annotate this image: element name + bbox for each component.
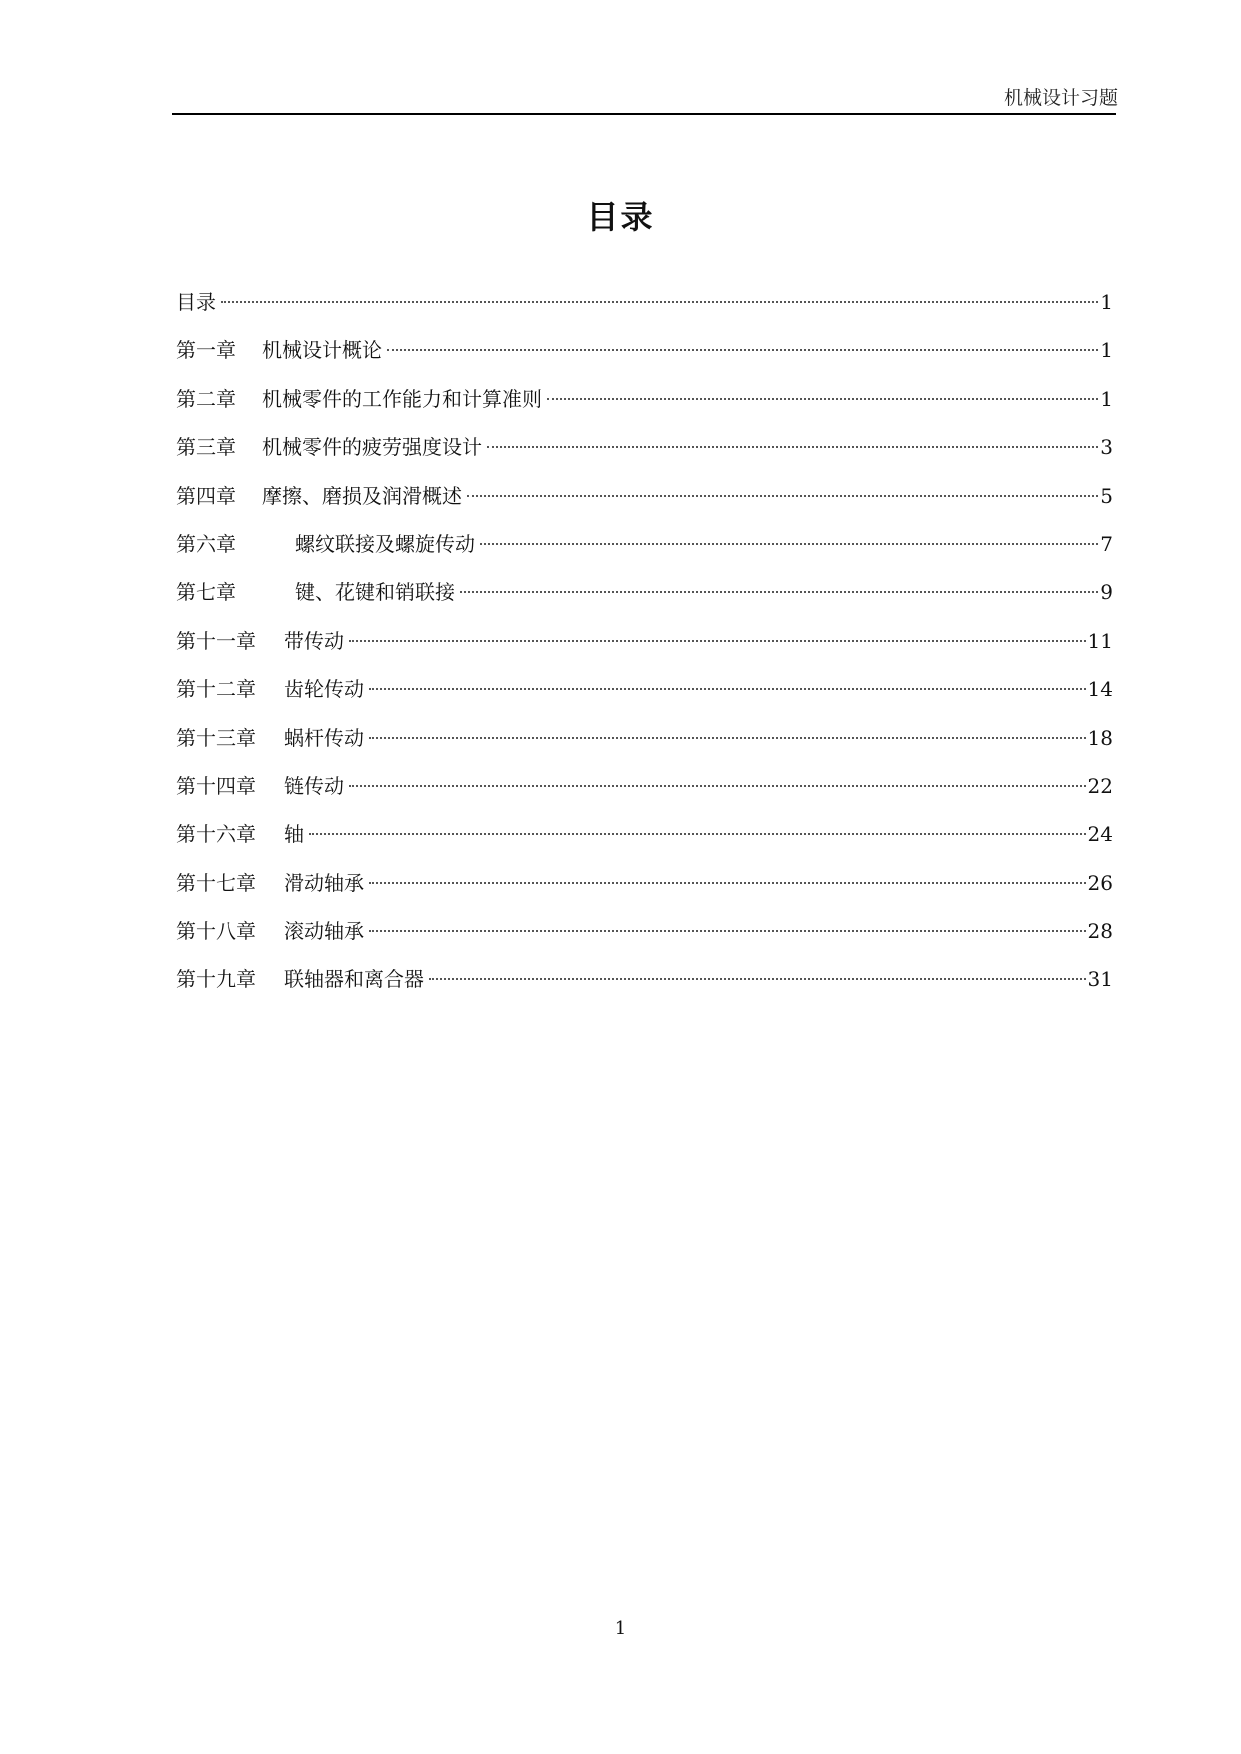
- toc-chapter-label: 第二章: [176, 386, 236, 411]
- running-header: 机械设计习题: [1003, 87, 1118, 109]
- toc-entry-title: 轴: [284, 822, 304, 847]
- toc-entry[interactable]: [176, 817, 1113, 865]
- toc-entry[interactable]: [176, 527, 1113, 575]
- toc-chapter-label: 第十一章: [176, 628, 256, 653]
- toc-page-number: 26: [1087, 870, 1113, 895]
- toc-page-number: 1: [1100, 338, 1113, 363]
- toc-entry[interactable]: [176, 285, 1113, 333]
- toc-entry-title: 机械设计概论: [262, 338, 382, 363]
- toc-page-number: 28: [1087, 919, 1113, 944]
- dot-leader: [429, 977, 1086, 980]
- toc-entry[interactable]: [176, 382, 1113, 430]
- toc-entry-title: 齿轮传动: [284, 677, 364, 702]
- toc-chapter-label: 第十七章: [176, 870, 256, 895]
- toc-page-number: 1: [1100, 386, 1113, 411]
- toc-page-number: 1: [1100, 290, 1113, 314]
- toc-entry-title: 螺纹联接及螺旋传动: [295, 531, 475, 556]
- toc-entry[interactable]: [176, 333, 1113, 381]
- toc-page-number: 22: [1087, 773, 1113, 798]
- toc-page-number: 18: [1087, 725, 1113, 750]
- toc-page-number: 11: [1087, 628, 1113, 653]
- toc-page-number: 24: [1087, 822, 1113, 847]
- toc-entry-title: 机械零件的工作能力和计算准则: [262, 386, 542, 411]
- toc-page-number: 14: [1087, 677, 1113, 702]
- toc-page-number: 5: [1100, 483, 1113, 508]
- toc-chapter-label: 第十九章: [176, 967, 256, 992]
- toc-page-number: 9: [1100, 580, 1113, 605]
- toc-page-number: 7: [1100, 531, 1113, 556]
- toc-chapter-label: 第十三章: [176, 725, 256, 750]
- toc-entry[interactable]: [176, 430, 1113, 478]
- dot-leader: [309, 832, 1086, 835]
- toc-entry-title: 链传动: [284, 773, 344, 798]
- toc-entry[interactable]: [176, 721, 1113, 769]
- dot-leader: [487, 445, 1098, 448]
- dot-leader: [369, 687, 1086, 690]
- dot-leader: [547, 397, 1098, 400]
- toc-chapter-label: 第一章: [176, 338, 236, 363]
- toc-chapter-label: 第四章: [176, 483, 236, 508]
- page-number: 1: [614, 1618, 627, 1639]
- toc-entry-title: 蜗杆传动: [284, 725, 364, 750]
- toc-entry-title: 联轴器和离合器: [284, 967, 424, 992]
- dot-leader: [369, 736, 1086, 739]
- header-rule: [172, 113, 1116, 115]
- toc-chapter-label: 第三章: [176, 435, 236, 460]
- toc-chapter-label: 第十二章: [176, 677, 256, 702]
- toc-page-number: 3: [1100, 435, 1113, 460]
- toc-entry-title: 机械零件的疲劳强度设计: [262, 435, 482, 460]
- toc-entry-title: 键、花键和销联接: [295, 580, 455, 605]
- toc-entry[interactable]: [176, 769, 1113, 817]
- toc-chapter-label: 第十六章: [176, 822, 256, 847]
- dot-leader: [460, 590, 1098, 593]
- toc-entry-title: 带传动: [284, 628, 344, 653]
- dot-leader: [467, 494, 1098, 497]
- toc-entry-title: 滑动轴承: [284, 870, 364, 895]
- toc-chapter-label: 第七章: [176, 580, 236, 605]
- toc-entry-title: 滚动轴承: [284, 919, 364, 944]
- dot-leader: [221, 300, 1098, 303]
- dot-leader: [387, 348, 1098, 351]
- toc-page-number: 31: [1087, 967, 1113, 992]
- toc-entry[interactable]: [176, 866, 1113, 914]
- toc-entry-title: 目录: [176, 290, 216, 314]
- dot-leader: [480, 542, 1098, 545]
- toc-chapter-label: 第六章: [176, 531, 236, 556]
- table-of-contents: [176, 285, 1113, 1011]
- dot-leader: [369, 929, 1086, 932]
- dot-leader: [349, 639, 1086, 642]
- toc-entry[interactable]: [176, 575, 1113, 623]
- toc-entry-title: 摩擦、磨损及润滑概述: [262, 483, 462, 508]
- dot-leader: [349, 784, 1086, 787]
- toc-entry[interactable]: [176, 672, 1113, 720]
- toc-chapter-label: 第十四章: [176, 773, 256, 798]
- toc-entry[interactable]: [176, 479, 1113, 527]
- page-title: 目录: [586, 198, 655, 236]
- toc-chapter-label: 第十八章: [176, 919, 256, 944]
- dot-leader: [369, 881, 1086, 884]
- toc-entry[interactable]: [176, 962, 1113, 1010]
- toc-entry[interactable]: [176, 914, 1113, 962]
- toc-entry[interactable]: [176, 624, 1113, 672]
